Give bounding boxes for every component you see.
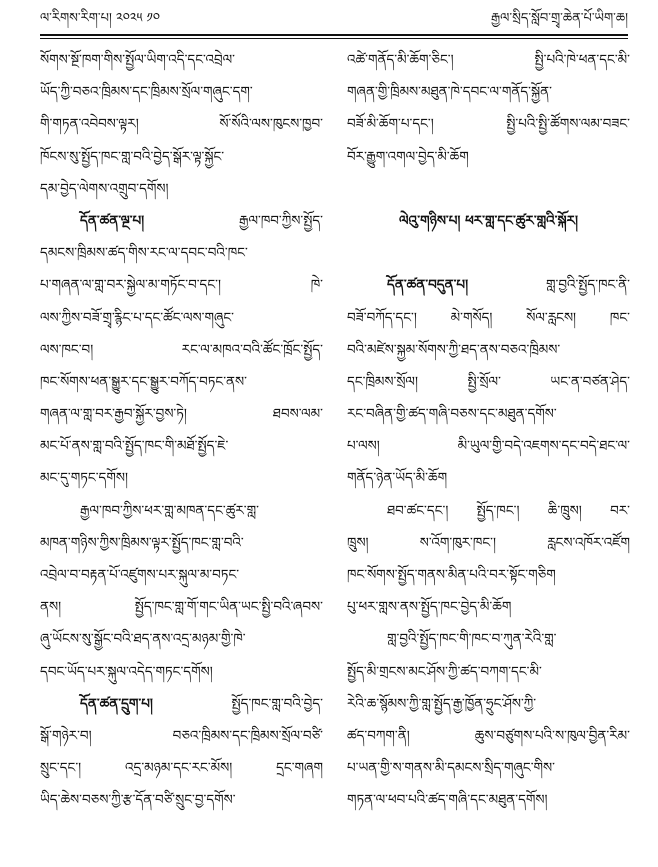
text-line bbox=[40, 495, 323, 527]
text-line bbox=[40, 430, 323, 462]
line-text: ལེའུ་གཉིས་པ། ཕར་གླ་དང་ཚུར་གླའི་སྐོར། bbox=[398, 212, 579, 229]
line-text: སྲུང་དང་། འདྲ་མཉམ་དང་རང་མོས། དྲང་གཞག bbox=[40, 760, 323, 777]
text-line bbox=[40, 623, 323, 655]
line-text: པུ་ཕར་གླས་ནས་སྤྱོད་ཁང་བྱེད་མི་ཆོག bbox=[347, 599, 512, 616]
text-line bbox=[347, 141, 630, 173]
line-text: སྤྱོད་མི་གྲངས་མང་ཤོས་ཀྱི་ཚད་བཀག་དང་མི་ bbox=[347, 663, 542, 680]
line-text: རང་བཞིན་གྱི་ཚད་གཞི་བཅས་དང་མཐུན་དགོས་ bbox=[347, 406, 557, 423]
line-text: ཁང་སོགས་ཕན་སྒྱུར་དང་སྒྱུར་བཀོད་བཏང་ནས་ bbox=[40, 373, 247, 390]
line-text: ཡིད་ཆེས་བཅས་ཀྱི་རྩ་དོན་བཙི་སྲུང་བྱ་དགོས་ bbox=[40, 792, 236, 809]
text-line bbox=[347, 784, 630, 816]
text-line bbox=[40, 108, 323, 140]
line-text: སྤྱོད་ཁང་གླ་བའི་བྱེད་ bbox=[152, 695, 323, 712]
text-line bbox=[40, 237, 323, 269]
line-text: གཞན་ལ་གླ་བར་རྒྱབ་སྐྱོར་བྱས་ཏེ། ཐབས་ལམ་ bbox=[40, 406, 323, 423]
text-line bbox=[347, 559, 630, 591]
line-text: དང་ཁྲིམས་སྲོལ། སྤྱི་སྲོལ་ ཡང་ན་བཙན་ཤེད་ bbox=[347, 373, 630, 390]
header-right-text: རྒྱལ་སྲིད་སློབ་གྲྭ་ཆེན་པོ་ཡིག་ཆ། bbox=[491, 11, 628, 26]
line-text: པ་གཞན་ལ་གླ་བར་སྐྱེལ་མ་གཏོང་བ་དང་། ཁེ་ bbox=[40, 277, 323, 294]
text-line bbox=[347, 302, 630, 334]
page-header bbox=[40, 8, 628, 30]
article-number-label: དོན་ཚན་དྲུག་པ། bbox=[80, 695, 153, 712]
text-line bbox=[347, 430, 630, 462]
line-text: བའི་མཛེས་སྐྱམ་སོགས་ཀྱི་ཐད་ནས་བཅའ་ཁྲིམས་ bbox=[347, 341, 561, 358]
text-line bbox=[347, 269, 630, 301]
text-line bbox=[347, 366, 630, 398]
text-line bbox=[40, 559, 323, 591]
text-line bbox=[40, 527, 323, 559]
text-line bbox=[40, 720, 323, 752]
text-line bbox=[347, 591, 630, 623]
text-line bbox=[40, 752, 323, 784]
line-text: གླ་བྱའི་སྤྱོད་ཁང་གི་ཁང་བ་ཀུན་རེའི་གླ་ bbox=[387, 631, 557, 648]
text-line bbox=[347, 656, 630, 688]
line-text: གཏན་ལ་ཕབ་པའི་ཚད་གཞི་དང་མཐུན་དགོས། bbox=[347, 792, 548, 809]
text-line bbox=[347, 76, 630, 108]
text-line bbox=[40, 141, 323, 173]
line-text: གཞན་གྱི་ཁྲིམས་མཐུན་ཁེ་དབང་ལ་གནོད་སྐྱོན་ bbox=[347, 84, 552, 101]
header-left-text: ལ་རིགས་རིག་པ། ༢༠༢༥ ༡༠ bbox=[40, 11, 160, 26]
text-line bbox=[347, 44, 630, 76]
line-text: ནས། སྤྱོད་ཁང་གླ་གོ་གང་ཡིན་ཡང་སྤྱི་བའི་ཞབས་ bbox=[40, 599, 323, 616]
line-text: དམངས་ཁྲིམས་ཚད་གིས་རང་ལ་དབང་བའི་ཁང་ bbox=[40, 245, 248, 262]
text-line bbox=[40, 76, 323, 108]
text-line bbox=[347, 527, 630, 559]
line-text: བོར་རྒྱུག་འགལ་བྱེད་མི་ཆོག bbox=[347, 148, 469, 165]
blank-line bbox=[347, 237, 630, 269]
right-text-column bbox=[347, 44, 630, 862]
text-line bbox=[347, 334, 630, 366]
line-text: འབྲེལ་བ་བརྟན་པོ་འཛུགས་པར་སྐུལ་མ་བཏང་ bbox=[40, 567, 240, 583]
article-number-label: དོན་ཚན་ལྔ་པ། bbox=[80, 212, 145, 229]
line-text: མཁན་གཉིས་ཀྱིས་ཁྲིམས་ལྟར་སྤྱོད་ཁང་གླ་བའི་ bbox=[40, 534, 244, 551]
text-line bbox=[347, 623, 630, 655]
line-text: གི་གཏན་འབེབས་ལྟར། སོ་སོའི་ལས་ཁུངས་ཁྱབ་ bbox=[40, 116, 323, 133]
line-text: བཟོ་བཀོད་དང་། མེ་གསོད། སོལ་རླངས། ཁང་ bbox=[347, 309, 630, 326]
text-line bbox=[40, 269, 323, 301]
line-text: མང་དུ་གཏང་དགོས། bbox=[40, 470, 128, 487]
line-text: ལས་ཁང་བ། རང་ལ་མཁའ་བའི་ཚོང་ཁྲོང་སྤྱོད་ bbox=[40, 341, 323, 358]
text-line bbox=[40, 44, 323, 76]
article-number-label: དོན་ཚན་བདུན་པ། bbox=[387, 277, 469, 294]
line-text: པ་ཡན་གྱི་ས་གནས་མི་དམངས་སྲིད་གཞུང་གིས་ bbox=[347, 760, 555, 777]
line-text: འཚེ་གནོད་མི་ཆོག་ཅིང་། སྤྱི་པའི་ཁེ་ཕན་དང་མི་ bbox=[347, 52, 630, 68]
text-line bbox=[347, 752, 630, 784]
text-line bbox=[40, 398, 323, 430]
line-text: རྒྱལ་ཁབ་ཀྱིས་ཕར་གླ་མཁན་དང་ཚུར་གླ་ bbox=[80, 502, 259, 519]
blank-line bbox=[347, 173, 630, 205]
line-text: རེའི་ཆ་སྙོམས་ཀྱི་གླ་སྤྱོད་རྒྱ་ཁྱོན་ཧྲུང་ཤོས་ཀྱི་ bbox=[347, 695, 537, 712]
header-rule-thin bbox=[40, 38, 628, 39]
line-text: ཁོངས་སུ་སྤྱོད་ཁང་གླ་བའི་བྱེད་སྒོར་ལྟ་སྐྱོང་ bbox=[40, 148, 225, 165]
line-text: ཁང་སོགས་སྤྱོད་གནས་མིན་པའི་བར་སྟོང་གཅིག bbox=[347, 567, 556, 583]
line-text: གནོད་ཉེན་ཡོད་མི་ཆོག bbox=[347, 470, 448, 487]
text-line bbox=[347, 462, 630, 494]
line-text: དམ་བྱེད་ལེགས་འགྲུབ་དགོས། bbox=[40, 180, 169, 197]
text-line bbox=[40, 784, 323, 816]
line-text: པ་ལས། མི་ཡུལ་གྱི་བདེ་འཇགས་དང་བདེ་ཐང་ལ་ bbox=[347, 438, 630, 455]
line-text: བཟོ་མི་ཆོག་པ་དང་། སྤྱི་པའི་སྤྱི་ཚོགས་ལམ་བཟང་ bbox=[347, 116, 630, 133]
line-text: སྒོ་གཉེར་བ། བཅའ་ཁྲིམས་དང་ཁྲིམས་སྲོལ་བཙི་ bbox=[40, 727, 323, 744]
chapter-heading bbox=[347, 205, 630, 237]
line-text: ཡོད་ཀྱི་བཅའ་ཁྲིམས་དང་ཁྲིམས་སྲོལ་གཞུང་དག་ bbox=[40, 84, 253, 101]
text-line bbox=[40, 688, 323, 720]
line-text: ལས་ཀྱིས་བཟོ་གྲྭ་རྙིང་པ་དང་ཚོང་ལས་གཞུང་ bbox=[40, 309, 235, 326]
line-text: རྒྱལ་ཁབ་ཀྱིས་སྤྱོད་ bbox=[144, 212, 323, 229]
text-line bbox=[347, 108, 630, 140]
text-line bbox=[40, 591, 323, 623]
text-line bbox=[40, 462, 323, 494]
header-rule-thick bbox=[40, 34, 628, 36]
left-text-column bbox=[40, 44, 323, 862]
line-text: གླ་བྱའི་སྤྱོད་ཁང་ནི་ bbox=[468, 277, 630, 294]
line-text: ཁྲུས། ས་འོག་ཁུར་ཁང་། རླངས་འཁོར་འཛོག bbox=[347, 534, 630, 551]
text-line bbox=[347, 688, 630, 720]
line-text: ཚད་བཀག་ནི། ཆུས་བཙུགས་པའི་ས་ཁུལ་བྱིན་རིམ་ bbox=[347, 727, 630, 744]
text-line bbox=[40, 334, 323, 366]
text-line bbox=[40, 302, 323, 334]
text-line bbox=[40, 205, 323, 237]
text-line bbox=[347, 495, 630, 527]
line-text: ཞུ་ཡོངས་སུ་སྒྱོང་བའི་ཐད་ནས་འདྲ་མཉམ་གྱི་ཁེ་ bbox=[40, 631, 246, 648]
line-text: དབང་ཡོད་པར་སྐུལ་འདེད་གཏང་དགོས། bbox=[40, 663, 213, 680]
line-text: སོགས་སྔོ་ཁག་གིས་སྤྱོལ་ཡིག་འདི་དང་འབྲེལ་ bbox=[40, 52, 235, 68]
text-line bbox=[40, 656, 323, 688]
text-line bbox=[40, 366, 323, 398]
line-text: མང་པོ་ནས་གླ་བའི་སྤྱོད་ཁང་གི་མཐོ་སྤྱོད་ཇེ་ bbox=[40, 438, 229, 455]
text-line bbox=[347, 720, 630, 752]
text-line bbox=[347, 398, 630, 430]
line-text: ཐབ་ཚང་དང་། སྤྱོད་ཁང་། ཆི་ཁྲུས། བར་ bbox=[387, 502, 630, 519]
text-line bbox=[40, 173, 323, 205]
